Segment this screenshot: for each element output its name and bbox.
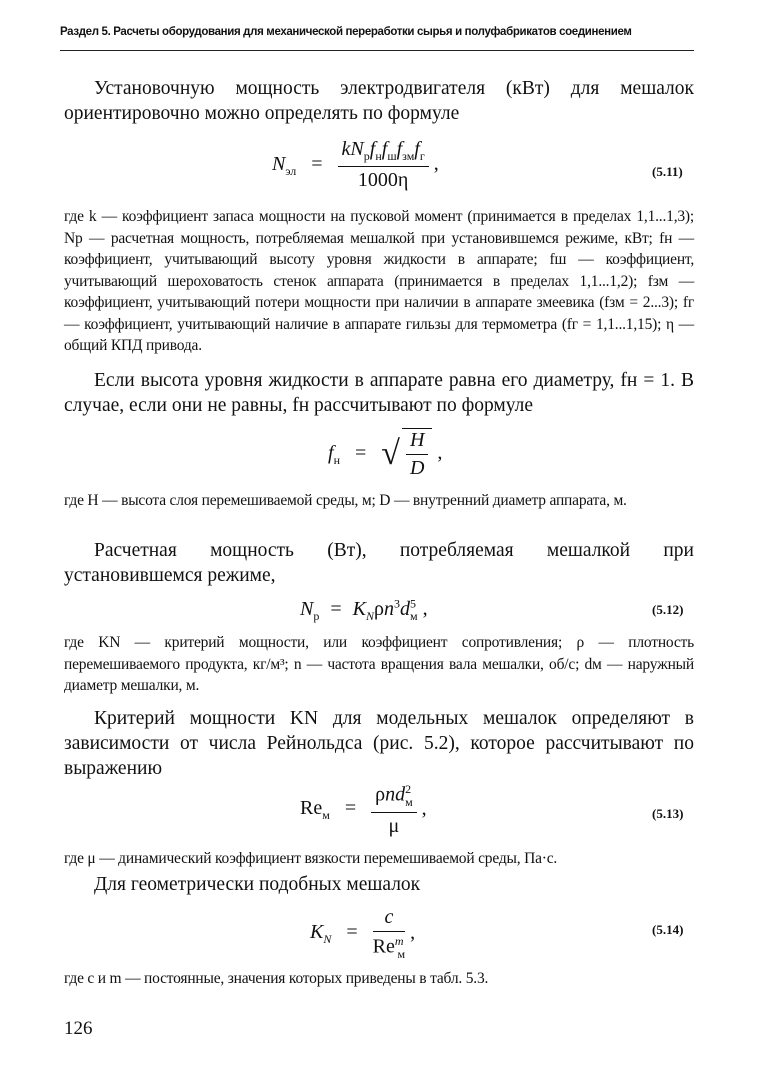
formula-fn: $f_н$ = √ $\frac{H}{D}$ , <box>328 429 443 479</box>
equation-number-5-14: (5.14) <box>652 922 684 937</box>
equation-number-5-11: (5.11) <box>652 164 683 179</box>
formula-5-11: $N_{эл}$ = $\frac{kN_рf_нf_шf_{зм}f_г}{1000\eta}$ , <box>272 138 439 191</box>
paragraph-calculated-power: Расчетная мощность (Вт), потребляемая мешалкой при установившемся режиме, <box>64 540 694 586</box>
paragraph-liquid-level: Если высота уровня жидкости в аппарате равна его диаметру, fн = 1. В случае, если они не равны, fн рассчитывают по формуле <box>64 370 694 416</box>
note-5-13-variables: где μ — динамический коэффициент вязкости перемешиваемой среды, Па·с. <box>64 850 558 867</box>
header-rule <box>60 50 694 51</box>
formula-5-14: $K_N$ = $\frac{c}{Re^m_м}$ , <box>310 906 416 961</box>
note-fn-variables: где H — высота слоя перемешиваемой среды, м; D — внутренний диаметр аппарата, м. <box>64 492 627 509</box>
equation-number-5-12: (5.12) <box>652 602 684 617</box>
formula-5-12: $N_р = K_N\rho n^3d^5_м$ , <box>300 596 428 623</box>
running-header: Раздел 5. Расчеты оборудования для механической переработки сырья и полуфабрикатов соединением <box>60 26 632 38</box>
page-number: 126 <box>64 1018 93 1039</box>
note-5-12-variables: где KN — критерий мощности, или коэффициент сопротивления; ρ — плотность перемешиваемого продукта, кг/м³; n — частота вращения вала мешалки, об/с; dм — наружный диаметр мешалки, м. <box>64 634 694 694</box>
formula-5-13: $Re_м$ = $\frac{\rho nd^2_м}{\mu}$ , <box>300 782 427 837</box>
note-5-11-variables: где k — коэффициент запаса мощности на пусковой момент (принимается в пределах 1,1...1,3); Nр — расчетная мощность, потребляемая мешалкой при установившемся режиме, кВт; fн — коэффициент, учитывающий высоту уровня жидкости в аппарате; fш — коэффициент, учитывающий шероховатость стенок аппарата (принимается в пределах 1,1...1,2); fзм — коэффициент, учитывающий потери мощности при наличии в аппарате змеевика (fзм = 2...3); fг — коэффициент, учитывающий наличие в аппарате гильзы для термометра (fг = 1,1...1,15); η — общий КПД привода. <box>64 208 694 354</box>
paragraph-similar-mixers: Для геометрически подобных мешалок <box>94 874 421 895</box>
note-5-14-variables: где c и m — постоянные, значения которых приведены в табл. 5.3. <box>64 970 489 987</box>
paragraph-motor-power: Установочную мощность электродвигателя (кВт) для мешалок ориентировочно можно определять по формуле <box>64 78 694 124</box>
paragraph-power-criterion: Критерий мощности KN для модельных мешалок определяют в зависимости от числа Рейнольдса (рис. 5.2), которое рассчитывают по выражению <box>64 708 694 779</box>
equation-number-5-13: (5.13) <box>652 806 684 821</box>
